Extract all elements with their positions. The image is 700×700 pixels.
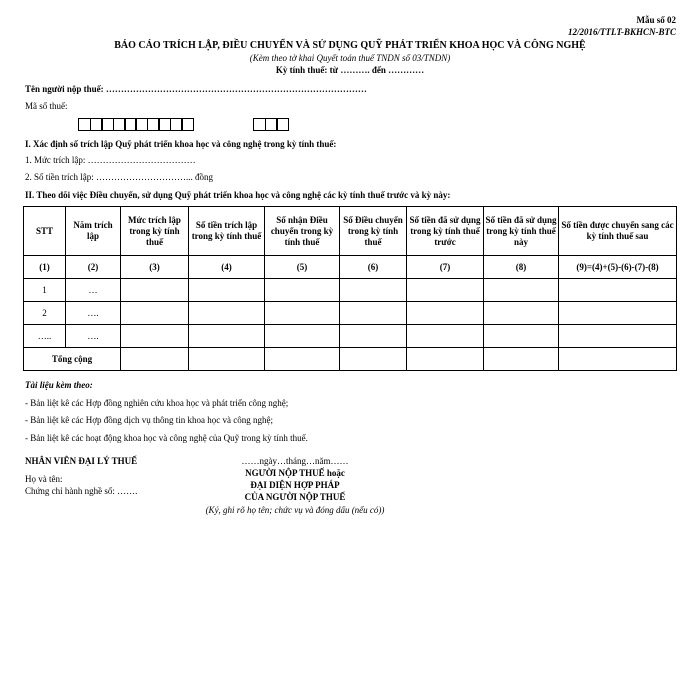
attachment-item: - Bản liệt kê các Hợp đồng nghiên cứu khoa học và phát triển công nghệ; [25,398,289,408]
allocation-amount-line: 2. Số tiền trích lập: …………………………... đồng [25,172,213,182]
sign-note: (Ký, ghi rõ họ tên; chức vụ và đóng dấu (nếu có)) [205,505,385,515]
section-1-heading: I. Xác định số trích lập Quỹ phát triển khoa học và công nghệ trong kỳ tính thuế: [25,139,337,149]
column-header: Số tiền trích lập trong kỳ tính thuế [189,207,265,256]
attachment-item: - Bản liệt kê các hoạt động khoa học và công nghệ của Quỹ trong kỳ tính thuế. [25,433,308,443]
column-header: Số Điều chuyển trong kỳ tính thuế [340,207,407,256]
agent-title: NHÂN VIÊN ĐẠI LÝ THUẾ [25,456,138,466]
column-number: (5) [265,256,340,279]
agent-name: Họ và tên: [25,474,63,484]
taxpayer-name-line [25,84,367,94]
column-number: (3) [121,256,189,279]
total-label: Tổng cộng [24,348,121,371]
sign-date: ……ngày…tháng…năm…… [241,456,349,466]
table-total-row [24,348,677,371]
column-header: Số tiền đã sử dụng trong kỳ tính thuế trước [407,207,484,256]
column-header: Số tiền được chuyển sang các kỳ tính thuế sau [559,207,677,256]
allocation-rate-line: 1. Mức trích lập: ……………………………… [25,155,196,165]
tax-code-label: Mã số thuế: [25,101,68,111]
row-year: … [66,279,121,302]
column-number: (2) [66,256,121,279]
column-number: (7) [407,256,484,279]
column-header: Số tiền đã sử dụng trong kỳ tính thuế này [484,207,559,256]
document-subtitle: (Kèm theo tờ khai Quyết toán thuế TNDN số 03/TNDN) [249,53,451,63]
column-header: Số nhận Điều chuyển trong kỳ tính thuế [265,207,340,256]
column-number-row [24,256,677,279]
column-header: Năm trích lập [66,207,121,256]
tax-period: Kỳ tính thuế: từ ………. đến ………… [275,65,425,75]
table-row [24,325,677,348]
column-number: (9)=(4)+(5)-(6)-(7)-(8) [559,256,677,279]
table-row [24,302,677,325]
taxpayer-name-label: Tên người nộp thuế: …………………………………………………………………………… [25,84,367,94]
section-2-heading: II. Theo dõi việc Điều chuyển, sử dụng Quỹ phát triển khoa học và công nghệ các kỳ tính thuế trước và kỳ này: [25,190,451,200]
circular-number: 12/2016/TTLT-BKHCN-BTC [567,27,676,37]
form-number: Mẫu số 02 [636,15,676,25]
row-stt: ….. [24,325,66,348]
attachment-item: - Bản liệt kê các Hợp đồng dịch vụ thông tin khoa học và công nghệ; [25,415,273,425]
table-row [24,279,677,302]
column-number: (8) [484,256,559,279]
tax-code-boxes-main [80,118,194,131]
agent-certificate: Chứng chỉ hành nghề số: ……. [25,486,138,496]
attachments-heading: Tài liệu kèm theo: [25,380,93,390]
tax-code-boxes-branch [255,118,289,131]
column-number: (6) [340,256,407,279]
taxpayer-sign-line-3: CỦA NGƯỜI NỘP THUẾ [244,492,346,502]
row-year: …. [66,325,121,348]
row-stt: 1 [24,279,66,302]
row-year: …. [66,302,121,325]
column-header: STT [24,207,66,256]
column-header: Mức trích lập trong kỳ tính thuế [121,207,189,256]
taxpayer-sign-line-1: NGƯỜI NỘP THUẾ hoặc [245,468,345,478]
fund-tracking-table [23,206,677,371]
document-title: BÁO CÁO TRÍCH LẬP, ĐIỀU CHUYỂN VÀ SỬ DỤNG QUỸ PHÁT TRIỂN KHOA HỌC VÀ CÔNG NGHỆ [114,40,586,51]
column-number: (1) [24,256,66,279]
column-number: (4) [189,256,265,279]
row-stt: 2 [24,302,66,325]
table-header-row [24,207,677,256]
taxpayer-sign-line-2: ĐẠI DIỆN HỢP PHÁP [250,480,340,490]
